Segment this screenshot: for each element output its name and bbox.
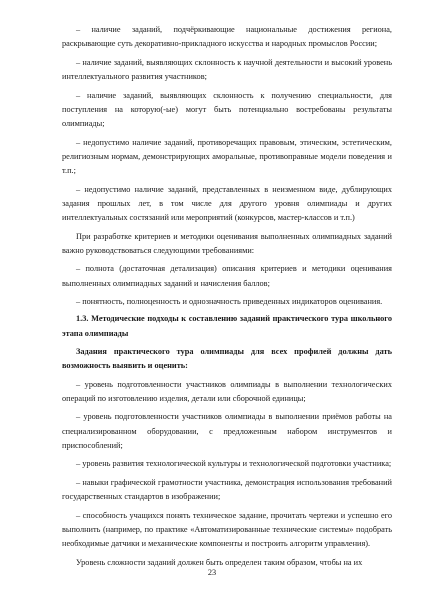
- page-number: 23: [207, 568, 217, 577]
- section-number: 1.3.: [76, 314, 89, 324]
- list-item: – уровень подготовленности участников олимпиады в выполнении технологических операций по изготовлению изделия, детали или сборочной единицы;: [62, 379, 392, 403]
- list-item: – уровень подготовленности участников олимпиады в выполнении приёмов работы на специализированном оборудовании, с предложенным набором инструментов и приспособлений;: [62, 412, 392, 450]
- closing-paragraph: Уровень сложности заданий должен быть определен таким образом, чтобы на их: [76, 557, 363, 567]
- section-heading: [62, 312, 392, 340]
- paragraph: – полнота (достаточная детализация) описания критериев и методики оценивания выполненных олимпиадных заданий и начисления баллов;: [62, 264, 392, 288]
- paragraph: – наличие заданий, выявляющих склонность к получению специальности, для поступления на которую(-ые) могут быть потенциально востребованы результаты олимпиады;: [62, 90, 392, 128]
- paragraph: При разработке критериев и методики оценивания выполненных олимпиадных заданий важно руководствоваться следующими требованиями:: [62, 231, 392, 255]
- paragraph: – наличие заданий, подчёркивающие национальные достижения региона, раскрывающие суть декоративно-прикладного искусства и народных промыслов России;: [62, 25, 392, 49]
- list-item: – навыки графической грамотности участника, демонстрация использования требований государственных стандартов в изображении;: [62, 477, 392, 502]
- paragraph: – недопустимо наличие заданий, противоречащих правовым, этическим, эстетическим, религиозным нормам, демонстрирующих аморальные, противоправные модели поведения и т.п.;: [62, 137, 392, 175]
- list-item: – уровень развития технологической культуры и технологической подготовки участника;: [76, 459, 392, 469]
- section-title: Методические подходы к составлению заданий практического тура школьного этапа олимпиады: [62, 314, 392, 338]
- paragraph: – недопустимо наличие заданий, представленных в неизменном виде, дублирующих задания прошлых лет, в том числе для другого уровня олимпиады и других интеллектуальных состязаний или мероприятий (конкурсов, мастер-классов и т.п.): [62, 184, 392, 222]
- paragraph: – наличие заданий, выявляющих склонность к научной деятельности и высокий уровень интеллектуального развития участников;: [62, 57, 392, 81]
- paragraph: – понятность, полноценность и однозначность приведенных индикаторов оценивания.: [76, 297, 383, 307]
- list-item: – способность учащихся понять техническое задание, прочитать чертежи и успешно его выполнить (например, по практике «Автоматизированные технические системы» подобрать необходимые датчики и механические компоненты и построить алгоритм управления).: [62, 510, 392, 549]
- bold-intro: Задания практического тура олимпиады для всех профилей должны дать возможность выявить и оценить:: [62, 346, 392, 370]
